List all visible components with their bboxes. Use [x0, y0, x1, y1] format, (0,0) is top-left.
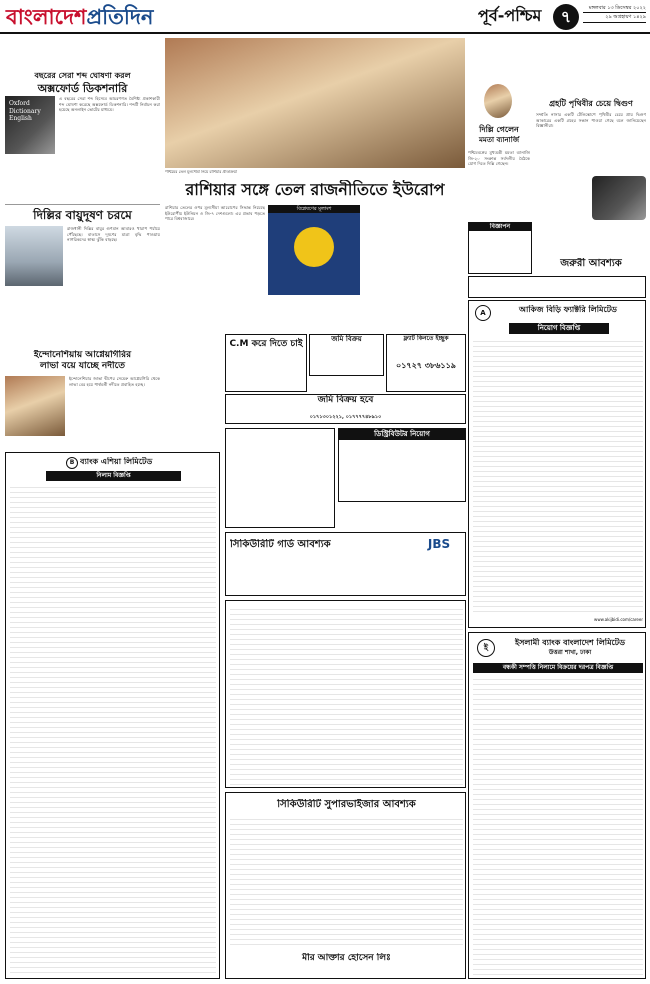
- india-gate-photo: [5, 226, 63, 286]
- story-delhi-air: [5, 208, 160, 348]
- jbs-logo: JBS: [427, 537, 451, 551]
- ad-supervisor-body: [230, 815, 463, 945]
- story-headline: গ্রহটি পৃথিবীর চেয়ে দ্বিগুণ: [549, 98, 633, 108]
- oil-barrel-icon: [294, 227, 334, 267]
- story-body: এ বছরের সেরা শব্দ হিসেবে আচরণগত বৈশিষ্ট্য প্রকাশকারী শব্দ ঘোষণা করেছে অক্সফোর্ড ডিকশনারি। শব্দটি নির্বাচন করা হয়েছে অনলাইন ভোটের মাধ্যমে।: [59, 96, 160, 112]
- ad-land-title: জমি বিক্রয়: [331, 335, 362, 343]
- russia-oil-photo: [165, 38, 465, 168]
- story-body: পশ্চিমবঙ্গের মুখ্যমন্ত্রী মমতা ব্যানার্জি জি-২০ সংক্রান্ত সর্বদলীয় বৈঠকে যোগ দিতে দিল্লি গেছেন।: [468, 150, 530, 166]
- ad-land-full-title: জমি বিক্রয় হবে: [317, 395, 374, 405]
- ad-islami-notice: বন্ধকী সম্পত্তি নিলামে বিক্রয়ের দরপত্র বিজ্ঞপ্তি: [473, 663, 643, 673]
- islami-bank-logo-icon: ই: [477, 639, 495, 657]
- bank-asia-logo-icon: B: [66, 457, 78, 469]
- date-box: [583, 4, 646, 23]
- story-planet: [536, 98, 646, 283]
- story-headline: অক্সফোর্ড ডিকশনারি: [37, 82, 128, 95]
- page-number: ৭: [553, 4, 579, 30]
- ad-land-phone: ০১৭১৩০১২২১, ০১৭৭৭৭৪৮৯১০: [309, 414, 382, 421]
- section-name: পূর্ব-পশ্চিম: [478, 6, 542, 25]
- ad-distributor-title: ডিস্ট্রিবিউটর নিয়োগ: [339, 429, 465, 440]
- ad-center-middle-body: [230, 605, 463, 785]
- ad-flat: [386, 334, 466, 392]
- ad-classified: [468, 222, 532, 274]
- ad-supervisor-title: সিকিউরিটি সুপারভাইজার আবশ্যক: [277, 799, 416, 810]
- ad-distributor: [338, 428, 466, 502]
- date-line-bangla: ২৯ অগ্রহায়ণ ১৪২৯: [583, 13, 646, 22]
- ad-security-guard-title: সিকিউরিটি গার্ড আবশ্যক: [230, 539, 331, 550]
- ad-cm-slogan: C.M করে দিতে চাই: [229, 339, 303, 349]
- ad-land-sale-full: [225, 394, 466, 424]
- ad-urgent-box: [468, 276, 646, 298]
- story-body: সম্প্রতি নাসার একটি টেলিস্কোপে পৃথিবীর চেয়ে প্রায় দ্বিগুণ আকারের একটি গ্রহের সন্ধান পাওয়া গেছে বলে জানিয়েছেন বিজ্ঞানীরা।: [536, 112, 646, 128]
- ad-security-supervisor: [225, 792, 466, 979]
- oxford-dictionary-image: [5, 96, 55, 154]
- ad-bank-asia: [5, 452, 220, 979]
- mamata-photo: [484, 84, 512, 118]
- ad-islami-title: ইসলামী ব্যাংক বাংলাদেশ লিমিটেড: [514, 638, 626, 647]
- ad-cm: [225, 334, 307, 392]
- ad-security-guard: [225, 532, 466, 596]
- story-body: রাশিয়ার তেলের ওপর মূল্যসীমা আরোপের সিদ্ধান্ত নিয়েছে ইউরোপীয় ইউনিয়ন ও জি-৭ দেশগুলো। এর প্রভাব পড়তে পারে বিশ্ববাজারে।: [165, 205, 265, 221]
- divider: [5, 204, 160, 205]
- ad-center-middle: [225, 600, 466, 788]
- ad-urgent-title: জরুরী আবশ্যক: [560, 258, 622, 269]
- ad-akij-title: আকিজ বিড়ি ফ্যাক্টরি লিমিটেড: [519, 305, 617, 314]
- story-headline-2: মমতা ব্যানার্জি: [479, 136, 519, 144]
- story-headline: দিল্লি গেলেন: [479, 124, 519, 134]
- story-body: ইন্দোনেশিয়ার জাভা দ্বীপের সেমেরু আগ্নেয়গিরি থেকে লাভা বের হয়ে পার্শ্ববর্তী নদীতে প্রবাহিত হচ্ছে।: [69, 376, 160, 387]
- story-body-2: [268, 298, 360, 328]
- oxford-image-label: Oxford Dictionary English: [9, 100, 41, 122]
- ad-small-center: [225, 428, 335, 528]
- masthead: [0, 0, 650, 34]
- story-body: রাজধানী দিল্লির বায়ুর গুণমান আবারও খারাপ পর্যায়ে পৌঁছেছে। বাতাসে দূষণের মাত্রা বৃদ্ধি পাওয়ায় নাগরিকদের স্বাস্থ্য ঝুঁকি বাড়ছে।: [67, 226, 160, 242]
- story-body-3: [364, 205, 465, 328]
- ad-company-name: মীর আক্তার হোসেন লিঃ: [302, 953, 391, 963]
- ad-flat-title: ফ্ল্যাট কিনতে ইচ্ছুক: [403, 335, 449, 342]
- story-headline: দিল্লির বায়ুদূষণ চরমে: [33, 208, 132, 222]
- ad-islami-body: [473, 675, 643, 975]
- ad-islami-bank: [468, 632, 646, 979]
- analysis-graphic: [268, 205, 360, 295]
- story-mamata: [468, 84, 530, 224]
- ad-bank-asia-title: ব্যাংক এশিয়া লিমিটেড: [80, 457, 153, 466]
- planet-image: [592, 176, 646, 220]
- ad-land-sale: [309, 334, 384, 376]
- story-headline-2: লাভা বয়ে যাচ্ছে নদীতে: [40, 361, 125, 372]
- ad-flat-phone: ০১৭২৭ ৩৮৬১১৯: [396, 360, 456, 370]
- story-kicker: বছরের সেরা শব্দ ঘোষণা করল: [34, 70, 131, 80]
- ad-urgent: [536, 258, 646, 272]
- story-oxford: [5, 70, 160, 200]
- akij-logo-icon: A: [475, 305, 491, 321]
- ad-bank-asia-sub: নিলাম বিজ্ঞপ্তি: [46, 471, 181, 481]
- analysis-label: বিশ্লেষণের মূলাংশ: [268, 205, 360, 213]
- ad-islami-sub: উত্তরা শাখা, ঢাকা: [548, 649, 592, 656]
- ad-akij-web: www.akijbidi.com/career: [594, 617, 643, 622]
- story-indonesia: [5, 350, 160, 448]
- ad-bank-asia-body: [10, 483, 216, 975]
- ad-classified-title: বিজ্ঞাপন: [469, 223, 531, 231]
- date-line: মঙ্গলবার ১৩ ডিসেম্বর ২০২২: [583, 4, 646, 13]
- ad-akij: [468, 300, 646, 628]
- story-headline: রাশিয়ার সঙ্গে তেল রাজনীতিতে ইউরোপ: [185, 180, 445, 199]
- photo-caption: পশ্চিমের তেল মূল্যসীমা নিয়ে রাশিয়ার প্রতিক্রিয়া: [165, 170, 237, 174]
- story-headline: ইন্দোনেশিয়ায় আগ্নেয়গিরির: [33, 350, 132, 360]
- volcano-photo: [5, 376, 65, 436]
- newspaper-logo: বাংলাদেশপ্রতিদিন: [6, 4, 154, 29]
- ad-akij-sub: নিয়োগ বিজ্ঞপ্তি: [509, 323, 609, 334]
- ad-akij-body: [473, 337, 643, 615]
